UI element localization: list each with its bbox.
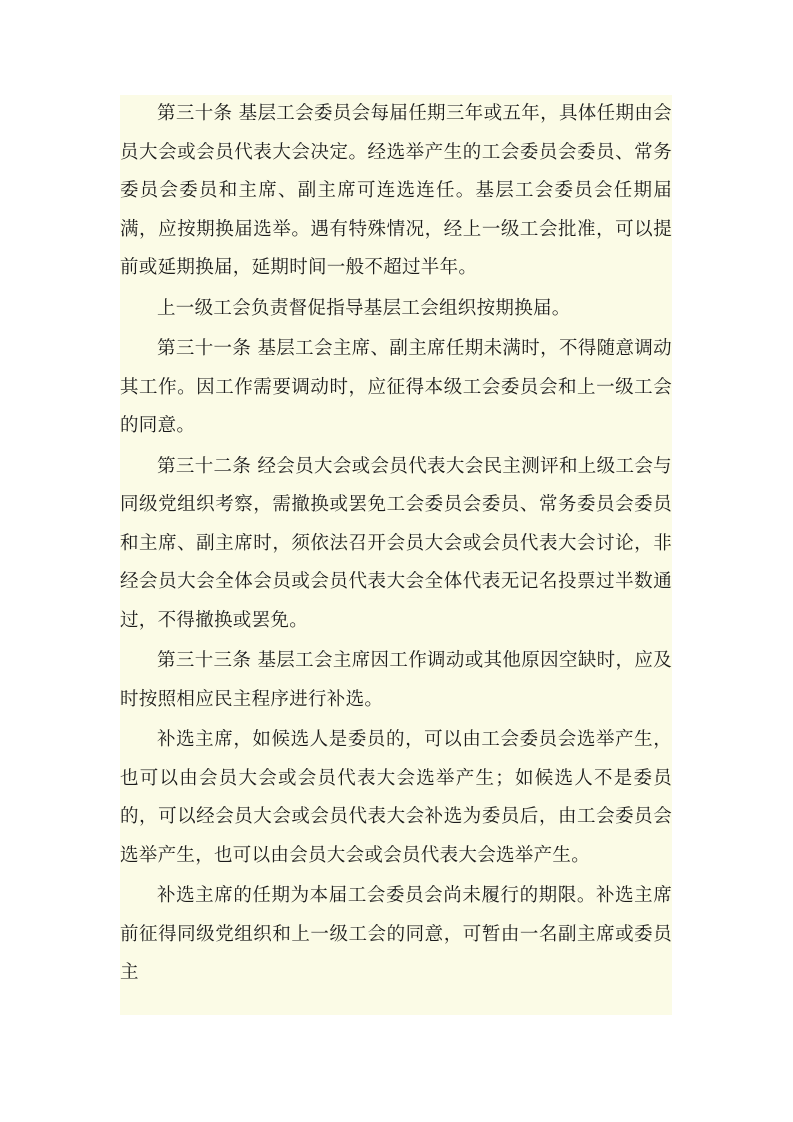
- paragraph-article-33: 第三十三条 基层工会主席因工作调动或其他原因空缺时，应及时按照相应民主程序进行补选。: [120, 650, 672, 710]
- paragraph-by-election-rules: 补选主席，如候选人是委员的，可以由工会委员会选举产生，也可以由会员大会或会员代表大会选举产生；如候选人不是委员的，可以经会员大会或会员代表大会补选为委员后，由工会委员会选举产生，也可以由会员大会或会员代表大会选举产生。: [120, 729, 672, 866]
- paragraph-article-30-supplement: 上一级工会负责督促指导基层工会组织按期换届。: [157, 297, 571, 319]
- paragraph-article-30: 第三十条 基层工会委员会每届任期三年或五年，具体任期由会员大会或会员代表大会决定。经选举产生的工会委员会委员、常务委员会委员和主席、副主席可连选连任。基层工会委员会任期届满，应按期换届选举。遇有特殊情况，经上一级工会批准，可以提前或延期换届，延期时间一般不超过半年。: [120, 103, 672, 278]
- paragraph-article-32: 第三十二条 经会员大会或会员代表大会民主测评和上级工会与同级党组织考察，需撤换或罢免工会委员会委员、常务委员会委员和主席、副主席时，须依法召开会员大会或会员代表大会讨论，非经会员大会全体会员或会员代表大会全体代表无记名投票过半数通过，不得撤换或罢免。: [120, 455, 672, 631]
- paragraph-by-election-term: 补选主席的任期为本届工会委员会尚未履行的期限。补选主席前征得同级党组织和上一级工会的同意，可暂由一名副主席或委员主: [120, 885, 672, 983]
- document-body: [120, 95, 672, 1015]
- paragraph-article-31: 第三十一条 基层工会主席、副主席任期未满时，不得随意调动其工作。因工作需要调动时，应征得本级工会委员会和上一级工会的同意。: [120, 338, 672, 436]
